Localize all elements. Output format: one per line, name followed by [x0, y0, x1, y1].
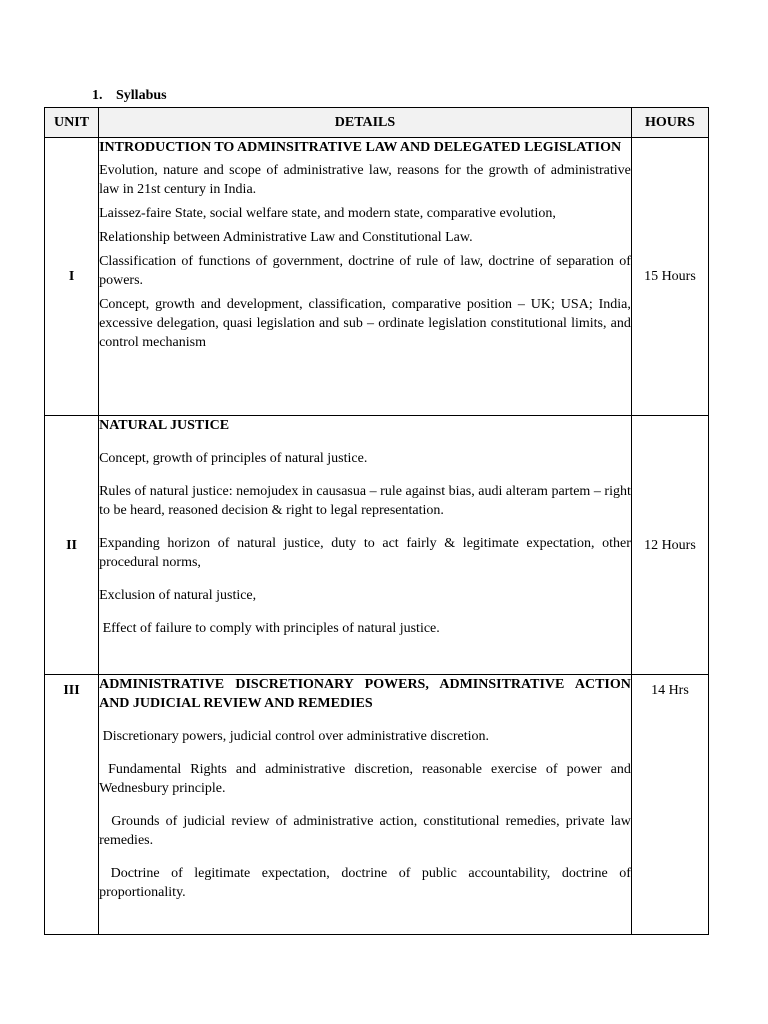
details-cell [99, 675, 635, 935]
details-cell [99, 138, 632, 416]
hours-column-header: HOURS [631, 108, 708, 138]
topic-paragraph: Discretionary powers, judicial control over administrative discretion. [99, 729, 490, 744]
unit-title: NATURAL JUSTICE [99, 418, 230, 433]
hours-cell: 15 Hours [631, 138, 708, 416]
details-cell [99, 416, 632, 675]
table-row [45, 675, 709, 935]
syllabus-table [44, 107, 709, 935]
section-number: 1. [92, 88, 103, 103]
topic-paragraph: Classification of functions of government, doctrine of rule of law, doctrine of separation of powers. [99, 254, 631, 288]
unit-cell: I [45, 138, 99, 416]
topic-paragraph: Fundamental Rights and administrative discretion, reasonable exercise of power and Wednesbury principle. [99, 762, 635, 796]
unit-column-header: UNIT [45, 108, 99, 138]
topic-paragraph: Effect of failure to comply with principles of natural justice. [99, 621, 440, 636]
topic-paragraph: Exclusion of natural justice, [99, 588, 257, 603]
hours-cell: 12 Hours [631, 416, 708, 675]
topic-paragraph: Grounds of judicial review of administrative action, constitutional remedies, private law remedies. [99, 814, 635, 848]
topic-paragraph: Relationship between Administrative Law and Constitutional Law. [99, 230, 473, 245]
topic-paragraph: Evolution, nature and scope of administrative law, reasons for the growth of administrative law in 21st century in India. [99, 163, 631, 197]
details-column-header: DETAILS [99, 108, 632, 138]
table-row [45, 138, 709, 416]
topic-paragraph: Rules of natural justice: nemojudex in causasua – rule against bias, audi alteram partem – right to be heard, reasoned decision & right to legal representation. [99, 484, 631, 518]
unit-title: ADMINISTRATIVE DISCRETIONARY POWERS, ADMINSITRATIVE ACTION AND JUDICIAL REVIEW AND REMEDIES [99, 677, 631, 711]
topic-paragraph: Concept, growth of principles of natural justice. [99, 451, 368, 466]
table-row [45, 416, 709, 675]
topic-paragraph: Concept, growth and development, classification, comparative position – UK; USA; India, excessive delegation, quasi legislation and sub – ordinate legislation constitutional limits, and control mechanism [99, 297, 631, 350]
topic-paragraph: Laissez-faire State, social welfare state, and modern state, comparative evolution, [99, 206, 556, 221]
topic-paragraph: Expanding horizon of natural justice, duty to act fairly & legitimate expectation, other procedural norms, [99, 536, 631, 570]
unit-cell: II [45, 416, 99, 675]
topic-paragraph: Doctrine of legitimate expectation, doctrine of public accountability, doctrine of proportionality. [99, 866, 635, 900]
unit-cell: III [45, 675, 99, 935]
section-title: Syllabus [116, 88, 167, 103]
hours-cell: 14 Hrs [631, 675, 708, 935]
unit-title: INTRODUCTION TO ADMINSITRATIVE LAW AND DELEGATED LEGISLATION [99, 140, 622, 155]
table-header-row [45, 108, 709, 138]
section-heading [92, 87, 167, 105]
